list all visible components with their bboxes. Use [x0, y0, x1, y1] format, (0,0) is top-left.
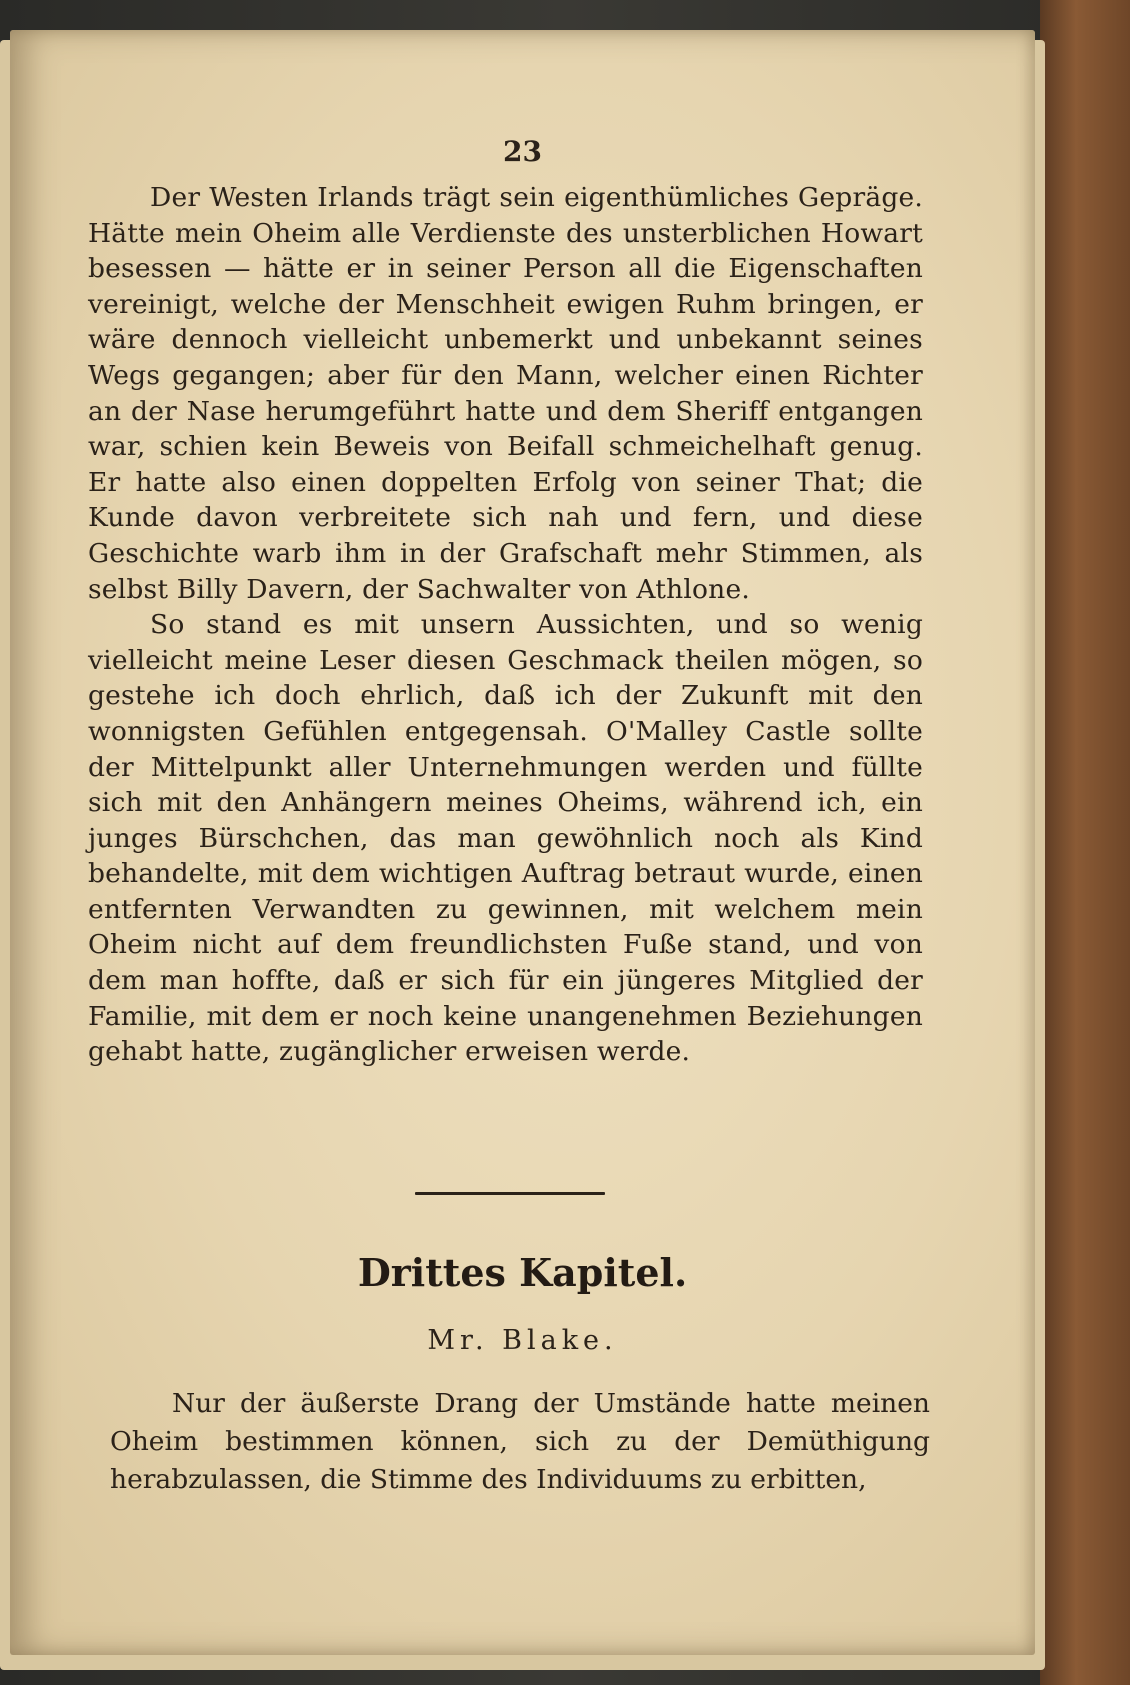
- body-text: [88, 180, 923, 1070]
- paragraph-2: So stand es mit unsern Aussichten, und so wenig vielleicht meine Leser diesen Geschmack theilen mögen, so gestehe ich doch ehrlich, daß ich der Zukunft mit den wonnigsten Gefühlen entgegensah. O'Malley Castle sollte der Mittelpunkt aller Unternehmungen werden und füllte sich mit den Anhängern meines Oheims, während ich, ein junges Bürschchen, das man gewöhnlich noch als Kind behandelte, mit dem wichtigen Auftrag betraut wurde, einen entfernten Verwandten zu gewinnen, mit welchem mein Oheim nicht auf dem freundlichsten Fuße stand, und von dem man hoffte, daß er sich für ein jüngeres Mitglied der Familie, mit dem er noch keine unangenehmen Beziehungen gehabt hatte, zugänglicher erweisen werde.: [88, 609, 923, 1068]
- book-cover-edge: [1040, 0, 1130, 1685]
- section-divider: [415, 1192, 605, 1195]
- book-page: [10, 30, 1035, 1655]
- chapter-opening-paragraph: Nur der äußerste Drang der Umstände hatte meinen Oheim bestimmen können, sich zu der Demüthigung herabzulassen, die Stimme des Individuums zu erbitten,: [110, 1388, 930, 1495]
- chapter-body-text: [110, 1385, 930, 1499]
- chapter-title: Drittes Kapitel.: [357, 1250, 688, 1295]
- page-number: 23: [503, 135, 542, 168]
- chapter-subtitle: Mr. Blake.: [427, 1325, 618, 1356]
- paragraph-1: Der Westen Irlands trägt sein eigenthümliches Gepräge. Hätte mein Oheim alle Verdienste des unsterblichen Howart besessen — hätte er in seiner Person all die Eigenschaften vereinigt, welche der Menschheit ewigen Ruhm bringen, er wäre dennoch vielleicht unbemerkt und unbekannt seines Wegs gegangen; aber für den Mann, welcher einen Richter an der Nase herumgeführt hatte und dem Sheriff entgangen war, schien kein Beweis von Beifall schmeichelhaft genug. Er hatte also einen doppelten Erfolg von seiner That; die Kunde davon verbreitete sich nah und fern, und diese Geschichte warb ihm in der Grafschaft mehr Stimmen, als selbst Billy Davern, der Sachwalter von Athlone.: [88, 182, 923, 605]
